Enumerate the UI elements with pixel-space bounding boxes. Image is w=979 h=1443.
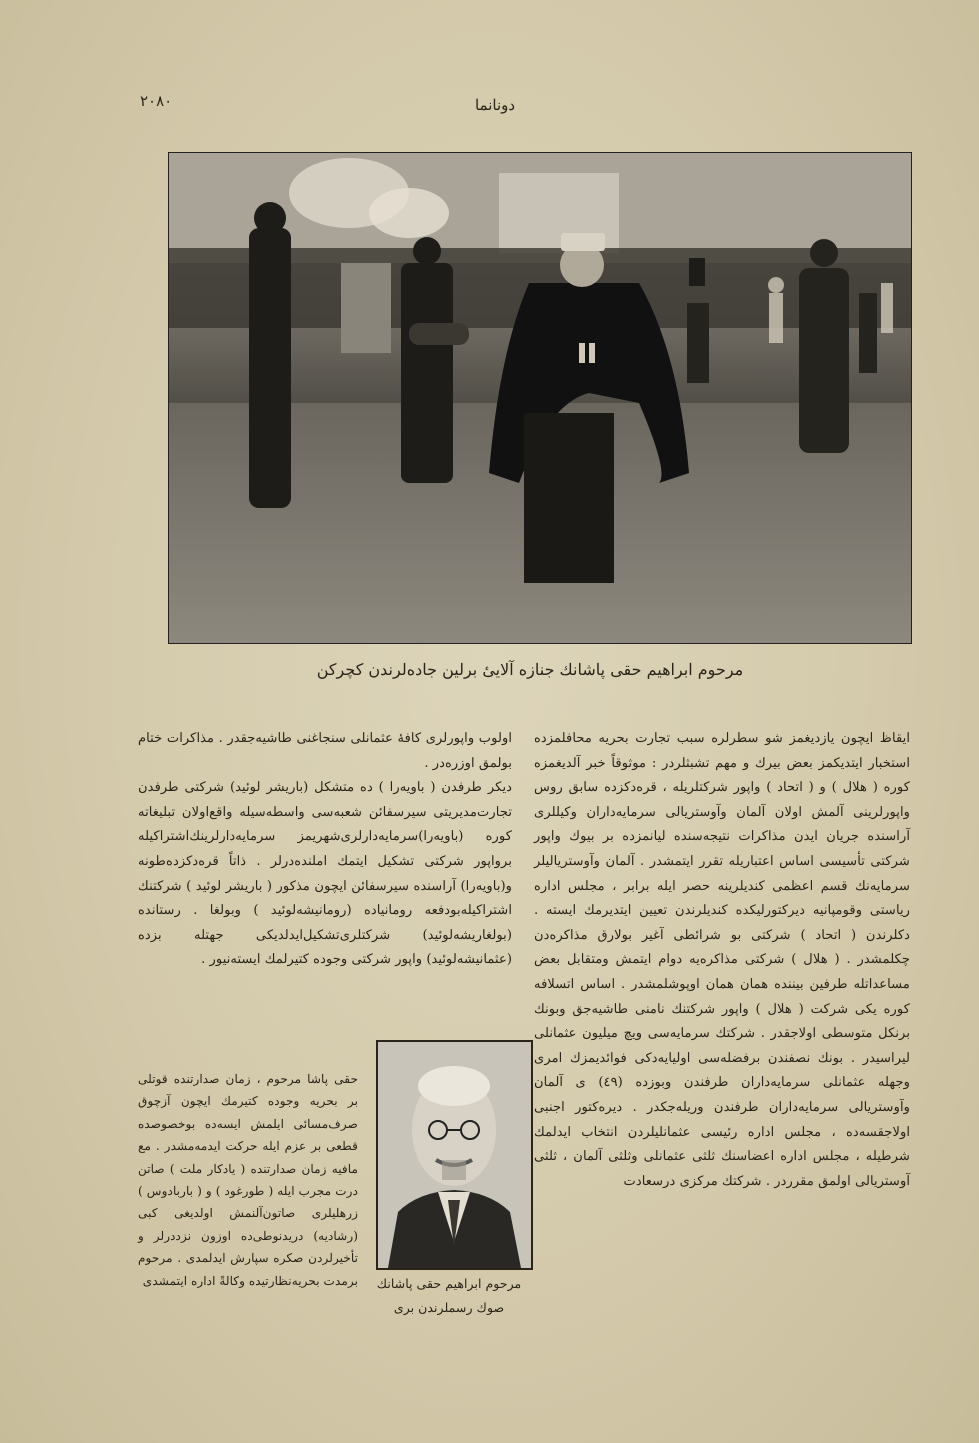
sidebar-note: حقی پاشا مرحوم ، زمان صدارتنده قوتلی بر بحریه وجوده كتیرمك ایچون آزچوق صرف‌مسائی ایلمش ایسه‌ده بوخصوصده قطعی بر عزم ایله حركت ایدمه‌مشدر . مع مافیه زمان صدارتنده ( یادكار ملت ) صاتن درت مجرب ایله ( طورغود ) و ( باربادوس ) زرهلیلری صاتون‌آلنمش اولدیغی كبی (رشادیه) دریدنوطی‌ده اوزون نزددرلر و تأخیرلردن صكره سپارش ایدلمدی . مرحوم برمدت بحریه‌نظارتیده وكالةً اداره ایتمشدی: [138, 1072, 358, 1288]
portrait-caption-line-2: صوك رسملرندن بری: [393, 1300, 505, 1315]
funeral-procession-photo: [168, 152, 912, 644]
article-right-column: [534, 727, 910, 1194]
article-left-column: [138, 727, 512, 973]
portrait-photo: [376, 1040, 533, 1270]
portrait-caption-line-1: مرحوم ابراهیم حقی پاشانك: [376, 1276, 522, 1291]
right-column-paragraph: ایقاظ ایچون یازدیغمز شو سطرلره سبب تجارت بحریه محافلمزده استخبار ایتدیكمز بعض بیرك و مهم تشبثلردر : موثوقاً خبر آلدیغمزه كوره ( هلال ) و ( اتحاد ) واپور شركتلریله ، قره‌دكزده سابق روس واپورلرینی آلمش اولان آلمان وآوستریالی سرمایه‌داران وكیللری آراسنده جریان ایدن مذاكرات نتیجه‌سنده لیانمزده بر بیوك واپور شركتی تأسیسی اساس اعتباریله تقرر ایتمشدر . آلمان وآوستریالیلر سرمایه‌نك قسم اعظمی كندیلرینه حصر ایله برابر ، مجلس اداره ریاستی وقومپانیه دیركتورلیكده كندیلرندن تعیین ایتدیرمك ایسته . دكلرندن ( اتحاد ) شركتی بو شرائطی آغیر بولارق مذاكره‌دن چكلمشدر . ( هلال ) شركتی مذاكره‌یه دوام ایتمش ومتقابل بعض مساعداتله طرفین بیننده همان همان اوپوشلمشدر . اساس اتسلافه كوره یكی شركت ( هلال ) واپور شركتنك نامنی طاشیه‌جق وبونك برنكل متوسطی اولاجقدر . شركتك سرمایه‌سی ویچ میلیون عثمانلی لیراسیدر . بونك نصفندن برفضله‌سی اولیایه‌دكی فوائدیمزك امری وجهله عثمانلی سرمایه‌داران طرفندن وبوزده (٤٩) ی آلمان وآوستریالی سرمایه‌داران طرفندن وریله‌جكدر . دیره‌كتور اجنبی اولاجقسه‌ده ، مجلس اداره رئیسی عثمانلیلردن انتخاب ایدلمك شرطیله ، مجلس اداره اعضاسنك ثلثی عثمانلی وثلثی آلمان ، ثلثی آوستریالی اولمق مقرردر . شركتك مركزی درسعادت: [534, 731, 910, 1189]
funeral-procession-image: [169, 153, 911, 643]
left-column-paragraph-2: دیكر طرفدن ( باویه‌را ) ده متشكل (باریشر لوئید) شركتی طرفدن تجارت‌مدیریتی سیرسفائن شعبه‌سی واسطه‌سیله واقع‌اولان تبلیغاته كوره (باویه‌را)سرمایه‌دارلری‌شهریمز سرمایه‌دارلرینك‌اشتراكیله برواپور شركتی تشكیل ایتمك املنده‌درلر . ذاتاً قره‌دكزده‌طونه و(باویه‌را) آراسنده سیرسفائن ایچون مذكور ( باریشر لوئید ) شركتنك اشتراكیله‌بودفعه رومانیاده (رومانیشه‌لوئید ) وبولغا . رستانده (بولغاریشه‌لوئید) شركتلری‌تشكیل‌ایدلدیكی جهتله بزده (عثمانیشه‌لوئید) واپور شركتی وجوده كتیرلمك ایسته‌نیور .: [138, 780, 512, 968]
main-photo-caption: مرحوم ابراهیم حقی پاشانك جنازه آلاییٔ برلین جاده‌لرندن كچركن: [316, 660, 744, 679]
magazine-title: دونانما: [474, 96, 516, 114]
page-number: ۲۰۸۰: [140, 92, 173, 110]
portrait-caption: [364, 1272, 534, 1320]
left-column-paragraph-1: اولوب واپورلری كافه‌ٔ عثمانلی سنجاغنی طاشیه‌جقدر . مذاكرات ختام بولمق اوزره‌در .: [138, 731, 512, 771]
portrait-image: [378, 1042, 531, 1268]
